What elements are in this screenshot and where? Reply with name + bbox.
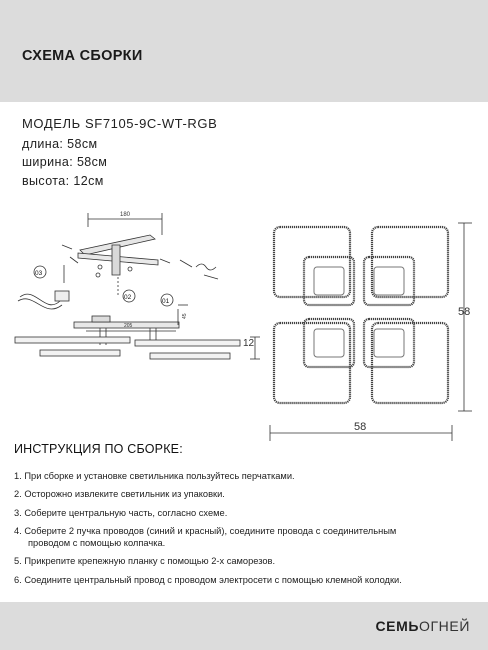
page-title: СХЕМА СБОРКИ [22, 48, 143, 64]
instruction-step: 5. Прикрепите крепежную планку с помощью 2-х саморезов. [14, 556, 276, 567]
callout-3-label: 03 [35, 270, 43, 277]
callout-2-label: 02 [124, 294, 132, 301]
instruction-step: 3. Соберите центральную часть, согласно схеме. [14, 507, 228, 518]
instruction-step-continuation: проводом с помощью колпачка. [28, 538, 166, 549]
instructions-title: ИНСТРУКЦИЯ ПО СБОРКЕ: [14, 442, 183, 456]
height-dim-label: 12 [243, 338, 255, 349]
dim-180-label: 180 [120, 212, 131, 218]
instruction-step: 1. При сборке и установке светильника пользуйтесь перчатками. [14, 471, 295, 481]
header-banner [0, 0, 488, 102]
instruction-step: 6. Соедините центральный провод с проводом электросети с помощью клемной колодки. [14, 574, 402, 585]
top-view-drawing [262, 215, 488, 445]
model-label: МОДЕЛЬ SF7105-9C-WT-RGB [22, 116, 218, 131]
brand-logo [375, 618, 470, 634]
callout-1-label: 01 [162, 298, 170, 305]
instruction-step [14, 525, 402, 549]
width-spec: ширина: 58см [22, 155, 108, 169]
brand-bold-part: СЕМЬ [375, 618, 420, 634]
dim-45-label: 45 [182, 313, 188, 319]
brand-light-part: ОГНЕЙ [419, 618, 470, 634]
length-spec: длина: 58см [22, 137, 98, 151]
top-width-dim-label: 58 [354, 421, 367, 433]
height-spec: высота: 12см [22, 174, 104, 188]
assembly-side-drawing [0, 205, 265, 380]
dim-205-label: 205 [124, 323, 133, 329]
instruction-step: 2. Осторожно извлеките светильник из упаковки. [14, 489, 225, 500]
top-length-dim-label: 58 [458, 306, 471, 318]
instruction-step-line: 4. Соберите 2 пучка проводов (синий и красный), соедините провода с соединительным [14, 526, 397, 537]
footer-banner [0, 602, 488, 650]
instruction-steps [14, 470, 402, 592]
